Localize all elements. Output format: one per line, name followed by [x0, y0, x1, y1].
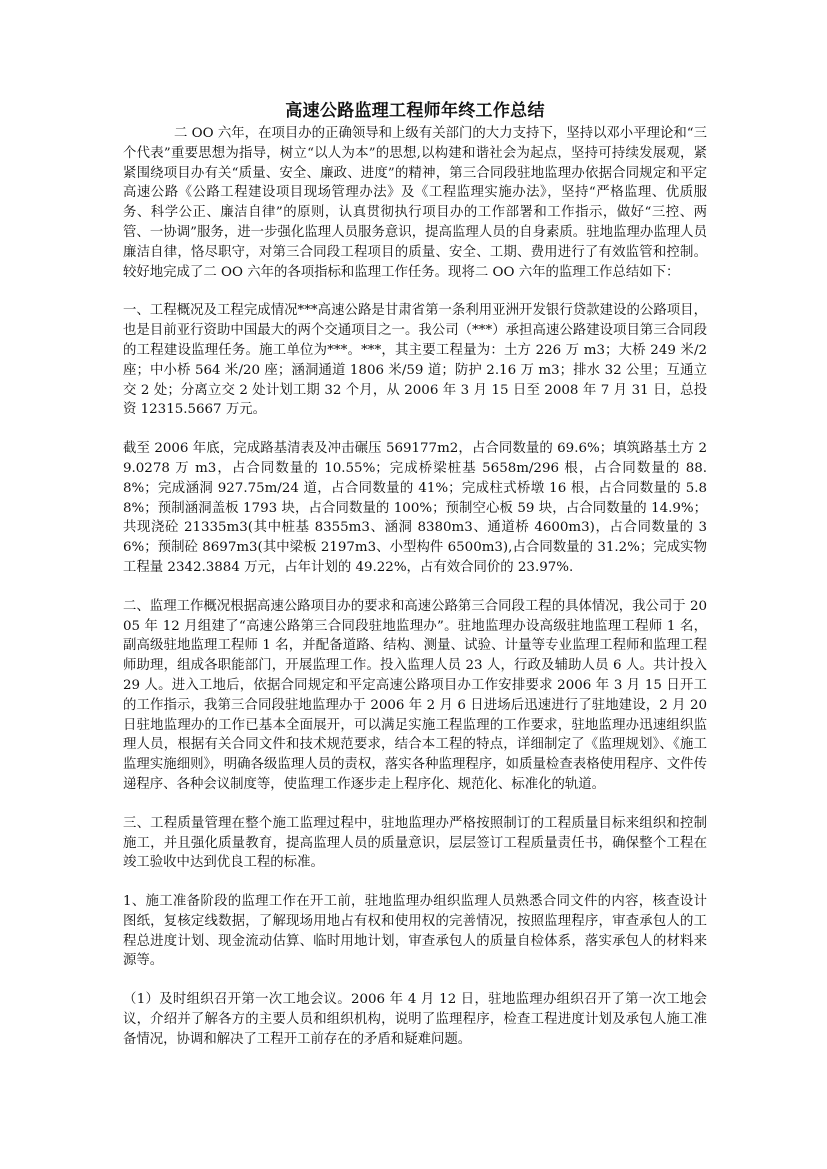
paragraph-gap: [123, 873, 707, 892]
paragraph-preparation-stage: 1、施工准备阶段的监理工作在开工前，驻地监理办组织监理人员熟悉合同文件的内容，核查设计图纸，复核定线数据，了解现场用地占有权和使用权的完善情况，按照监理程序，审查承包人的工程总进度计划、现金流动估算、临时用地计划，审查承包人的质量自检体系，落实承包人的材料来源等。: [123, 894, 707, 969]
paragraph-gap: [123, 795, 707, 814]
document-page: [123, 100, 707, 1050]
paragraph-gap: [123, 971, 707, 990]
paragraph-first-site-meeting: （1）及时组织召开第一次工地会议。2006 年 4 月 12 日，驻地监理办组织召开了第一次工地会议，介绍并了解各方的主要人员和组织机构，说明了监理程序，检查工程进度计划及承包人施工准备情况，协调和解决了工程开工前存在的矛盾和疑难问题。: [123, 992, 707, 1047]
paragraph-quality-management: 三、工程质量管理在整个施工监理过程中，驻地监理办严格按照制订的工程质量目标来组织和控制施工，并且强化质量教育，提高监理人员的质量意识，层层签订工程质量责任书，确保整个工程在竣工验收中达到优良工程的标准。: [123, 815, 707, 871]
paragraph-gap: [123, 420, 707, 439]
paragraph-gap: [123, 578, 707, 597]
paragraph-progress: 截至 2006 年底，完成路基清表及冲击碾压 569177m2，占合同数量的 69.6%；填筑路基土方 29.0278 万 m3，占合同数量的 10.55%；完成桥梁桩基 5658m/296 根，占合同数量的 88.8%；完成涵洞 927.75m/24 道，占合同数量的 41%；完成柱式桥墩 16 根，占合同数量的 5.88%；预制涵洞盖板 1793 块，占合同数量的 100%；预制空心板 59 块，占合同数量的 14.9%；共现浇砼 21335m3(其中桩基 8355m3、涵洞 8380m3、通道桥 4600m3)，占合同数量的 36%；预制砼 8697m3(其中梁板 2197m3、小型构件 6500m3),占合同数量的 31.2%；完成实物工程量 2342.3884 万元，占年计划的 49.22%，占有效合同价的 23.97%.: [123, 441, 707, 575]
paragraph-supervision-overview: 二、监理工作概况根据高速公路项目办的要求和高速公路第三合同段工程的具体情况，我公司于 2005 年 12 月组建了“高速公路第三合同段驻地监理办”。驻地监理办设高级驻地监理工程师 1 名，副高级驻地监理工程师 1 名，并配备道路、结构、测量、试验、计量等专业监理工程师和监理工程师助理，组成各职能部门，开展监理工作。投入监理人员 23 人，行政及辅助人员 6 人。共计投入 29 人。进入工地后，依据合同规定和平定高速公路项目办工作安排要求 2006 年 3 月 15 日开工的工作指示，我第三合同段驻地监理办于 2006 年 2 月 6 日进场后迅速进行了驻地建设，2 月 20 日驻地监理办的工作已基本全面展开，可以满足实施工程监理的工作要求，驻地监理办迅速组织监理人员，根据有关合同文件和技术规范要求，结合本工程的特点，详细制定了《监理规划》、《施工监理实施细则》，明确各级监理人员的责权，落实各种监理程序，如质量检查表格使用程序、文件传递程序、各种会议制度等，使监理工作逐步走上程序化、规范化、标准化的轨道。: [123, 598, 707, 792]
paragraph-intro: 二 OO 六年，在项目办的正确领导和上级有关部门的大力支持下，坚持以邓小平理论和“三个代表”重要思想为指导，树立“以人为本”的思想,以构建和谐社会为起点，坚持可持续发展观，紧紧围绕项目办有关“质量、安全、廉政、进度”的精神，第三合同段驻地监理办依据合同规定和平定高速公路《公路工程建设项目现场管理办法》及《工程监理实施办法》，坚持“严格监理、优质服务、科学公正、廉洁自律”的原则，认真贯彻执行项目办的工作部署和工作指示，做好“三控、两管、一协调”服务，进一步强化监理人员服务意识，提高监理人员的自身素质。驻地监理办监理人员廉洁自律，恪尽职守，对第三合同段工程项目的质量、安全、工期、费用进行了有效监管和控制。较好地完成了二 OO 六年的各项指标和监理工作任务。现将二 OO 六年的监理工作总结如下：: [123, 126, 707, 280]
document-title: 高速公路监理工程师年终工作总结: [285, 101, 545, 121]
paragraph-gap: [123, 282, 707, 301]
paragraph-project-overview: 一、工程概况及工程完成情况***高速公路是甘肃省第一条利用亚洲开发银行贷款建设的公路项目，也是目前亚行资助中国最大的两个交通项目之一。我公司（***）承担高速公路建设项目第三合同段的工程建设监理任务。施工单位为***。***，其主要工程量为：土方 226 万 m3；大桥 249 米/2 座；中小桥 564 米/20 座；涵洞通道 1806 米/59 道；防护 2.16 万 m3；排水 32 公里；互通立交 2 处；分离立交 2 处计划工期 32 个月，从 2006 年 3 月 15 日至 2008 年 7 月 31 日，总投资 12315.5667 万元。: [123, 303, 707, 418]
